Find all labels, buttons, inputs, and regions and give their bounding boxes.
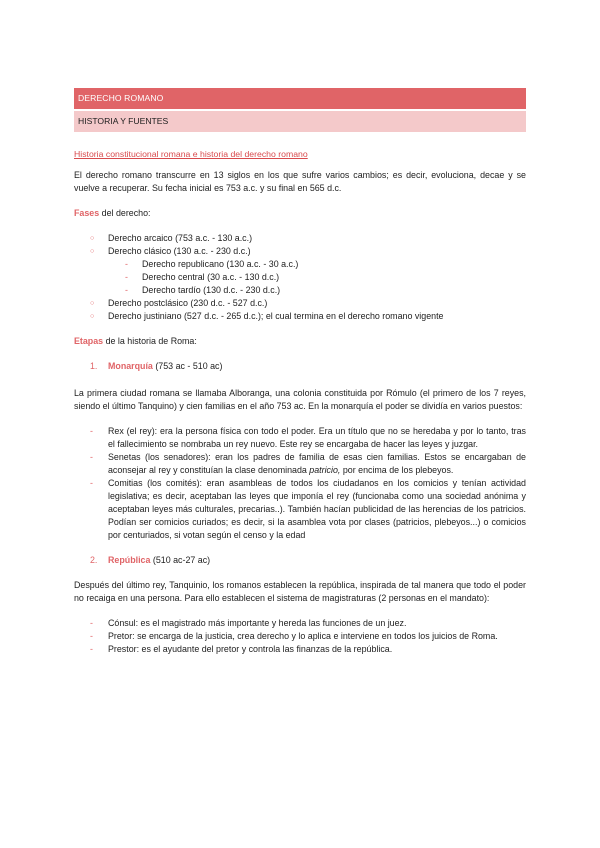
republica-title: República bbox=[108, 555, 151, 565]
fases-label: Fases bbox=[74, 208, 100, 218]
monarquia-dates: (753 ac - 510 ac) bbox=[152, 361, 223, 371]
etapas-rest: de la historia de Roma: bbox=[103, 336, 197, 346]
section-heading: Historia constitucional romana e historia del derecho romano bbox=[74, 149, 308, 159]
list-item: ○ Derecho postclásico (230 d.c. - 527 d.c.) bbox=[90, 297, 526, 310]
list-item: ○ Derecho arcaico (753 a.c. - 130 a.c.) bbox=[90, 232, 526, 245]
list-item: - Pretor: se encarga de la justicia, crea derecho y lo aplica e interviene en todos los juicios de Roma. bbox=[90, 630, 526, 643]
list-item: ○ Derecho justiniano (527 d.c. - 265 d.c.); el cual termina en el derecho romano vigente bbox=[90, 310, 526, 323]
monarquia-paragraph: La primera ciudad romana se llamaba Alboranga, una colonia constituida por Rómulo (el primero de los 7 reyes, siendo el último Tanquino) y cien familias en el año 753 ac. En la monarquía el poder se dividía en varios puestos: bbox=[74, 388, 526, 411]
list-item-label: Derecho clásico (130 a.c. - 230 d.c.) bbox=[108, 246, 251, 256]
senetas-text-end: por encima de los plebeyos. bbox=[340, 465, 454, 475]
list-item: - Comitias (los comités): eran asambleas de todos los ciudadanos en los comicios y tenían actividad legislativa; es decir, aceptaban las leyes que imponía el rey (funcionaba como una sociedad anónima y aceptaban leyes más culturales, precarias..). También hacían publicidad de las herencias de los patricios. Podían ser comicios curiados; es decir, si la asamblea vota por clases (patricios, plebeyos...) o comicios por centuriados, si votan según el censo y la edad bbox=[90, 477, 526, 542]
monarquia-number: 1. bbox=[90, 361, 98, 371]
fases-sublist bbox=[108, 258, 526, 297]
list-item: - Rex (el rey): era la persona física con todo el poder. Era un título que no se heredaba y por lo tanto, tras el fallecimiento se nombraba un rey nuevo. Este rey se encargaba de hacer las leyes y juzgar. bbox=[90, 425, 526, 451]
republica-number: 2. bbox=[90, 555, 98, 565]
fases-heading bbox=[74, 207, 526, 220]
senetas-italic: patricio, bbox=[309, 465, 341, 475]
sub-list-item: - Derecho tardío (130 d.c. - 230 d.c.) bbox=[125, 284, 526, 297]
list-item: - Prestor: es el ayudante del pretor y controla las finanzas de la república. bbox=[90, 643, 526, 656]
sub-list-item: - Derecho central (30 a.c. - 130 d.c.) bbox=[125, 271, 526, 284]
intro-paragraph: El derecho romano transcurre en 13 siglos en los que sufre varios cambios; es decir, evoluciona, decae y se vuelve a recuperar. Su fecha inicial es 753 a.c. y su final en 565 d.c. bbox=[74, 170, 526, 193]
sub-list-item: - Derecho republicano (130 a.c. - 30 a.c.) bbox=[125, 258, 526, 271]
monarquia-heading bbox=[74, 360, 526, 373]
monarquia-title: Monarquía bbox=[108, 361, 153, 371]
fases-list bbox=[74, 232, 526, 323]
republica-paragraph: Después del último rey, Tanquinio, los romanos establecen la república, inspirada de tal manera que todo el poder no recaiga en una persona. Para ello establecen el sistema de magistraturas (2 personas en el mandato): bbox=[74, 580, 526, 603]
fases-rest: del derecho: bbox=[99, 208, 151, 218]
list-item: - Cónsul: es el magistrado más importante y hereda las funciones de un juez. bbox=[90, 617, 526, 630]
document-title-banner: DERECHO ROMANO bbox=[74, 88, 526, 109]
republica-dates: (510 ac-27 ac) bbox=[150, 555, 211, 565]
etapas-label: Etapas bbox=[74, 336, 104, 346]
monarquia-list bbox=[74, 425, 526, 542]
etapas-heading bbox=[74, 335, 526, 348]
republica-list bbox=[74, 617, 526, 656]
senetas-text: Senetas (los senadores): eran los padres de familia de esas cien familias. Estos se encargaban de aconsejar al rey y constituían la clase denominada bbox=[108, 452, 526, 475]
document-page bbox=[74, 88, 526, 656]
document-subtitle-banner: HISTORIA Y FUENTES bbox=[74, 111, 526, 132]
list-item bbox=[90, 451, 526, 477]
republica-heading bbox=[74, 554, 526, 567]
list-item bbox=[90, 245, 526, 297]
